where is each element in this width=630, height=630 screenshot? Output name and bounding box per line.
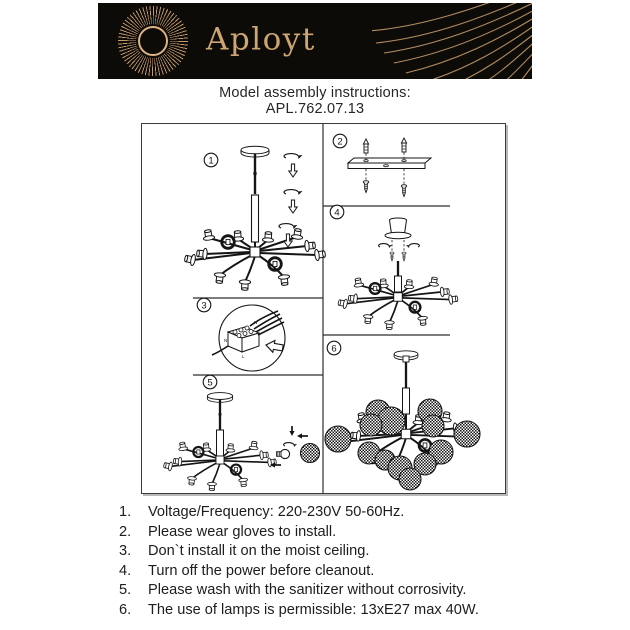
step3-wiring-detail	[212, 305, 285, 371]
instruction-number: 3.	[119, 543, 132, 560]
title-block	[0, 86, 630, 117]
instruction-item-4	[119, 562, 589, 582]
decorative-rays-icon	[372, 3, 532, 79]
instruction-item-1	[119, 503, 589, 523]
step-badge-4	[330, 205, 344, 219]
instruction-item-3	[119, 542, 589, 562]
instruction-item-5	[119, 581, 589, 601]
wire-label-l: L	[242, 354, 245, 359]
starburst-logo-icon	[118, 6, 188, 76]
step-badge-3	[197, 298, 211, 312]
step4-canopy-attach	[337, 218, 458, 330]
svg-text:6: 6	[331, 343, 337, 355]
instruction-number: 1.	[119, 504, 132, 520]
instruction-text: The use of lamps is permissible: 13xE27 max 40W.	[148, 601, 479, 618]
instruction-text: Please wash with the sanitizer without corrosivity.	[148, 582, 467, 599]
step2-mounting-bracket	[348, 138, 431, 197]
instruction-list	[119, 503, 589, 621]
step-badge-6	[327, 341, 341, 355]
assembly-diagram	[141, 123, 506, 494]
instruction-number: 2.	[119, 523, 132, 540]
instruction-text: Voltage/Frequency: 220-230V 50-60Hz.	[148, 504, 405, 520]
step-badge-1	[204, 153, 218, 167]
svg-text:4: 4	[334, 207, 340, 219]
instruction-text: Don`t install it on the moist ceiling.	[148, 543, 370, 560]
glass-globes	[325, 399, 480, 490]
wire-label-n2: N	[224, 338, 228, 343]
title-line-1: Model assembly instructions:	[219, 85, 411, 101]
wire-label-n: N	[254, 320, 258, 325]
svg-text:5: 5	[207, 377, 213, 389]
svg-text:3: 3	[201, 300, 207, 312]
model-number: APL.762.07.13	[265, 100, 365, 117]
step-badge-2	[333, 134, 347, 148]
instruction-number: 4.	[119, 562, 132, 579]
brand-name: Aployt	[206, 21, 316, 58]
instruction-item-2	[119, 523, 589, 543]
assembly-diagram-svg	[142, 124, 505, 493]
instruction-text: Turn off the power before cleanout.	[148, 562, 375, 579]
starburst-core	[138, 26, 168, 56]
instruction-number: 6.	[119, 601, 132, 618]
step1-rod-assembly	[184, 146, 326, 290]
svg-text:2: 2	[337, 136, 343, 148]
brand-banner	[98, 3, 532, 79]
instruction-text: Please wear gloves to install.	[148, 523, 337, 540]
instruction-number: 5.	[119, 582, 132, 599]
step-badge-5	[203, 375, 217, 389]
svg-text:1: 1	[208, 155, 214, 167]
step6-finished-chandelier	[325, 351, 480, 490]
instruction-item-6	[119, 601, 589, 621]
step5-bulb-install	[163, 393, 320, 491]
